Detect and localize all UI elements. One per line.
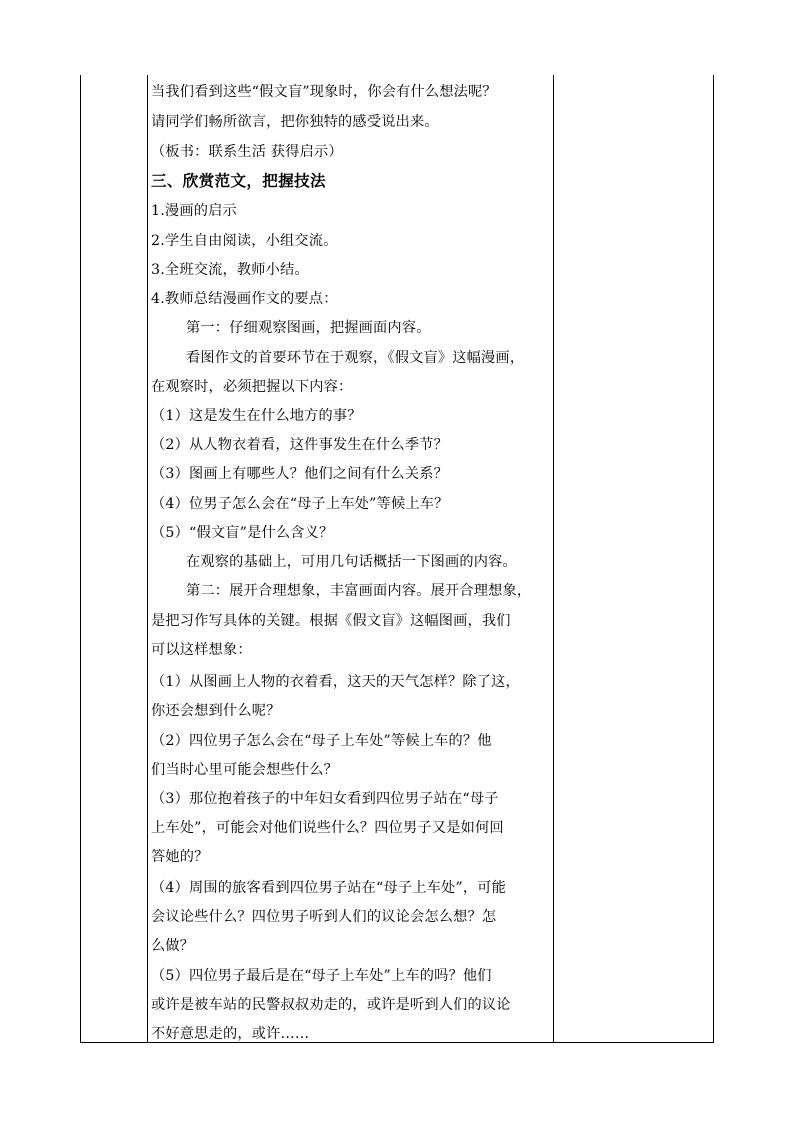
point-two: 第二：展开合理想象，丰富画面内容。展开合理想象，	[186, 583, 532, 599]
question-item: （3）图画上有哪些人？他们之间有什么关系？	[151, 466, 448, 482]
imagination-item: 上车处”，可能会对他们说些什么？四位男子又是如何回	[151, 820, 504, 836]
paragraph-line: 在观察时，必须把握以下内容：	[151, 379, 353, 395]
question-item: （1）这是发生在什么地方的事？	[151, 408, 362, 424]
imagination-item: （3）那位抱着孩子的中年妇女看到四位男子站在“母子	[151, 791, 499, 807]
paragraph-line: 可以这样想象：	[151, 642, 252, 658]
question-item: （4）位男子怎么会在“母子上车处”等候上车？	[151, 496, 449, 512]
imagination-item: 会议论些什么？四位男子听到人们的议论会怎么想？怎	[151, 909, 497, 925]
text-line-2: 请同学们畅所欲言，把你独特的感受说出来。	[151, 114, 439, 130]
paragraph-line: 在观察的基础上，可用几句话概括一下图画的内容。	[186, 554, 517, 570]
point-one: 第一：仔细观察图画，把握画面内容。	[186, 320, 431, 336]
list-item-3: 3.全班交流，教师小结。	[151, 262, 309, 278]
paragraph-line: 是把习作写具体的关键。根据《假文盲》这幅图画，我们	[151, 613, 511, 629]
imagination-item: 么做？	[151, 938, 195, 954]
list-item-2: 2.学生自由阅读，小组交流。	[151, 233, 338, 249]
question-item: （2）从人物衣着看，这件事发生在什么季节？	[151, 437, 448, 453]
imagination-item: 们当时心里可能会想些什么？	[151, 762, 339, 778]
imagination-item: （4）周围的旅客看到四位男子站在“母子上车处”，可能	[151, 880, 507, 896]
list-item-1: 1.漫画的启示	[151, 203, 237, 219]
table-border-right	[713, 75, 714, 1043]
imagination-item: 你还会想到什么呢？	[151, 703, 281, 719]
imagination-item: （5）四位男子最后是在“母子上车处”上车的吗？他们	[151, 968, 492, 984]
board-note: （板书：联系生活 获得启示）	[151, 144, 343, 160]
section-heading: 三、欣赏范文，把握技法	[151, 171, 326, 190]
imagination-item: 答她的？	[151, 849, 209, 865]
text-line-1: 当我们看到这些“假文盲”现象时，你会有什么想法呢？	[151, 84, 497, 100]
imagination-item: 或许是被车站的民警叔叔劝走的，或许是听到人们的议论	[151, 997, 511, 1013]
imagination-item: 不好意思走的，或许……	[151, 1026, 310, 1042]
imagination-item: （1）从图画上人物的衣着看，这天的天气怎样？除了这，	[151, 674, 520, 690]
list-item-4: 4.教师总结漫画作文的要点：	[151, 291, 338, 307]
imagination-item: （2）四位男子怎么会在“母子上车处”等候上车的？他	[151, 733, 492, 749]
paragraph-line: 看图作文的首要环节在于观察，《假文盲》这幅漫画，	[186, 350, 525, 366]
question-item: （5）“假文盲”是什么含义？	[151, 525, 334, 541]
column-divider-2	[553, 75, 554, 1043]
column-divider-1	[147, 75, 148, 1043]
table-border-left	[80, 75, 81, 1043]
